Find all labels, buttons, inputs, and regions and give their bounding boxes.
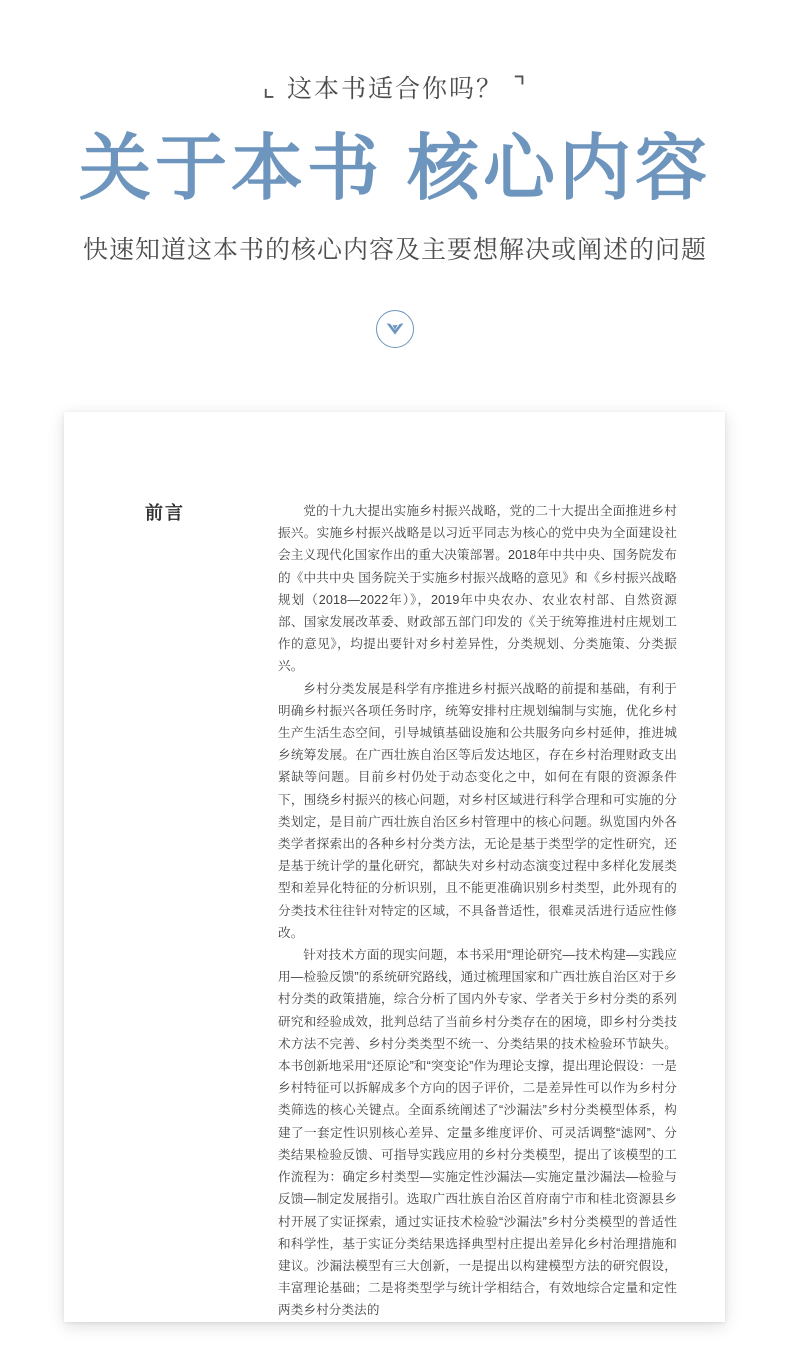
page-header	[0, 0, 790, 348]
document-paragraph: 乡村分类发展是科学有序推进乡村振兴战略的前提和基础，有利于明确乡村振兴各项任务时序，统筹安排村庄规划编制与实施，优化乡村生产生活生态空间，引导城镇基础设施和公共服务向乡村延伸，推进城乡统筹发展。在广西壮族自治区等后发达地区，存在乡村治理财政支出紧缺等问题。目前乡村仍处于动态变化之中，如何在有限的资源条件下，围绕乡村振兴的核心问题，对乡村区域进行科学合理和可实施的分类划定，是目前广西壮族自治区乡村管理中的核心问题。纵览国内外各类学者探索出的各种乡村分类方法，无论是基于类型学的定性研究，还是基于统计学的量化研究，都缺失对乡村动态演变过程中多样化发展类型和差异化特征的分析识别，且不能更准确识别乡村类型，此外现有的分类技术往往针对特定的区域，不具备普适性，很难灵活进行适应性修改。	[278, 681, 677, 940]
scroll-hint[interactable]	[0, 310, 790, 348]
bracket-right-icon: ⌝	[513, 72, 528, 102]
document-section-title: 前言	[145, 503, 185, 523]
eyebrow-question	[0, 72, 790, 104]
document-preview-card[interactable]	[64, 412, 725, 1322]
document-page	[64, 412, 725, 1322]
page-title	[0, 125, 790, 211]
page-title-part1: 关于本书	[78, 125, 383, 211]
bracket-left-icon: ⌞	[262, 72, 277, 102]
eyebrow-text: 这本书适合你吗？	[286, 75, 503, 103]
document-paragraph: 党的十九大提出实施乡村振兴战略，党的二十大提出全面推进乡村振兴。实施乡村振兴战略是以习近平同志为核心的党中央为全面建设社会主义现代化国家作出的重大决策部署。2018年中共中央、国务院发布的《中共中央 国务院关于实施乡村振兴战略的意见》和《乡村振兴战略规划（2018—2022年）》，2019年中央农办、农业农村部、自然资源部、国家发展改革委、财政部五部门印发的《关于统筹推进村庄规划工作的意见》，均提出要针对乡村差异性，分类规划、分类施策、分类振兴。	[278, 504, 677, 674]
page-subtitle: 快速知道这本书的核心内容及主要想解决或阐述的问题	[82, 235, 707, 264]
chevron-down-button[interactable]	[376, 310, 414, 348]
page-title-part2: 核心内容	[407, 125, 712, 211]
document-body	[278, 500, 677, 1322]
chevron-down-icon	[385, 321, 405, 337]
document-paragraph: 针对技术方面的现实问题，本书采用“理论研究—技术构建—实践应用—检验反馈”的系统研究路线，通过梳理国家和广西壮族自治区对于乡村分类的政策措施，综合分析了国内外专家、学者关于乡村分类的系列研究和经验成效，批判总结了当前乡村分类存在的困境，即乡村分类技术方法不完善、乡村分类类型不统一、分类结果的技术检验环节缺失。本书创新地采用“还原论”和“突变论”作为理论支撑，提出理论假设：一是乡村特征可以拆解成多个方向的因子评价，二是差异性可以作为乡村分类筛选的核心关键点。全面系统阐述了“沙漏法”乡村分类模型体系，构建了一套定性识别核心差异、定量多维度评价、可灵活调整“滤网”、分类结果检验反馈、可指导实践应用的乡村分类模型，提出了该模型的工作流程为：确定乡村类型—实施定性沙漏法—实施定量沙漏法—检验与反馈—制定发展指引。选取广西壮族自治区首府南宁市和桂北资源县乡村开展了实证探索，通过实证技术检验“沙漏法”乡村分类模型的普适性和科学性，基于实证分类结果选择典型村庄提出差异化乡村治理措施和建议。沙漏法模型有三大创新，一是提出以构建模型方法的研究假设，丰富理论基础；二是将类型学与统计学相结合，有效地综合定量和定性两类乡村分类法的	[278, 948, 677, 1318]
